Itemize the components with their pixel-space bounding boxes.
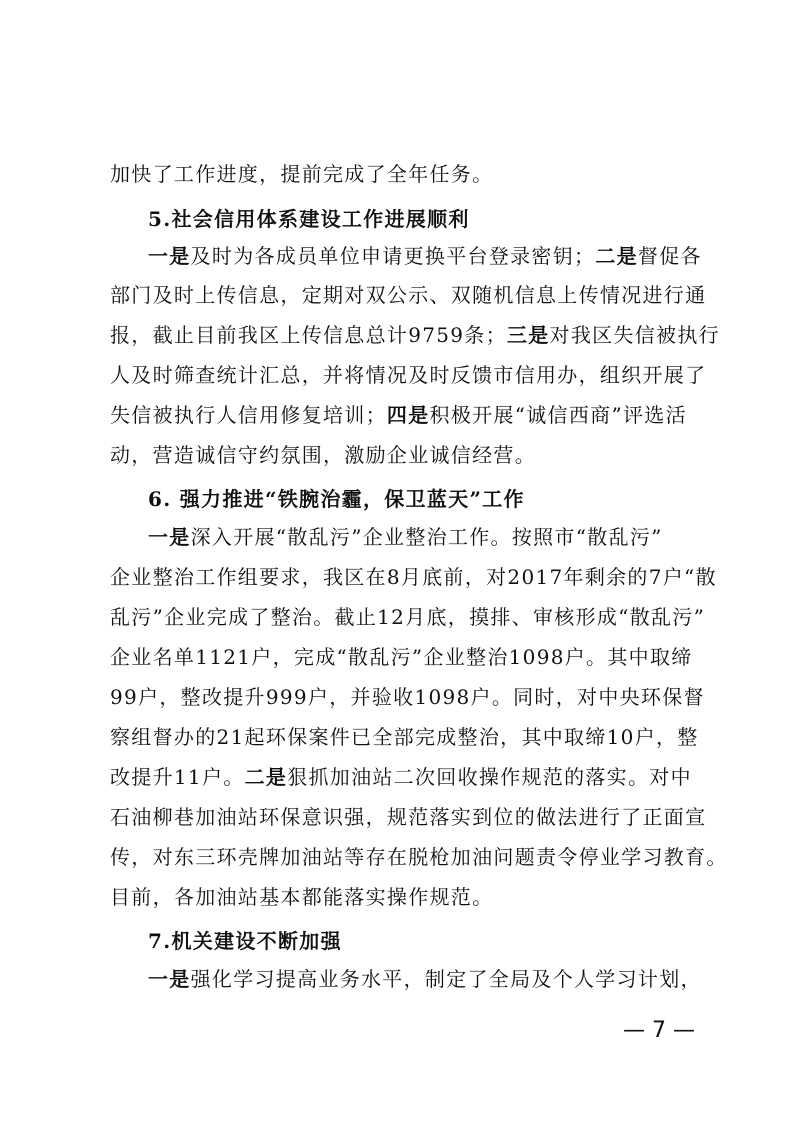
paragraph-line bbox=[110, 396, 696, 434]
lead-label: 一是 bbox=[148, 525, 191, 549]
text-run: 传，对东三环壳牌加油站等存在脱枪加油问题责令停业学习教育。 bbox=[110, 845, 728, 869]
heading-text: 7.机关建设不断加强 bbox=[148, 929, 342, 953]
section-heading bbox=[148, 922, 696, 960]
section-heading bbox=[148, 200, 696, 238]
lead-label: 三是 bbox=[506, 323, 550, 347]
paragraph-line bbox=[110, 798, 707, 836]
paragraph-line bbox=[110, 878, 696, 916]
paragraph-line bbox=[110, 316, 720, 354]
heading-text: 5.社会信用体系建设工作进展顺利 bbox=[148, 207, 470, 231]
paragraph-line bbox=[148, 960, 702, 998]
paragraph-line bbox=[110, 436, 696, 474]
paragraph-line bbox=[110, 758, 696, 796]
section-heading bbox=[148, 480, 696, 518]
text-run: 加快了工作进度，提前完成了全年任务。 bbox=[110, 162, 494, 186]
text-run: 及时为各成员单位申请更换平台登录密钥； bbox=[190, 244, 596, 268]
text-run: 对我区失信被执行 bbox=[549, 323, 720, 347]
lead-label: 四是 bbox=[386, 403, 430, 427]
text-run: 目前，各加油站基本都能落实操作规范。 bbox=[110, 885, 494, 909]
heading-text: 6. 强力推进“铁腕治霾，保卫蓝天”工作 bbox=[148, 487, 525, 511]
text-run: 狠抓加油站二次回收操作规范的落实。 bbox=[287, 765, 650, 789]
paragraph-line bbox=[110, 155, 696, 193]
page-number: — 7 — bbox=[623, 1018, 695, 1043]
text-run: 报，截止目前我区上传信息总计9759条； bbox=[110, 323, 507, 347]
paragraph-line bbox=[110, 356, 707, 394]
text-run: 部门及时上传信息，定期对双公示、双随机信息上传情况进行通 bbox=[110, 283, 707, 307]
text-run: 企业名单1121户，完成“散乱污”企业整治1098户。其中取缔 bbox=[110, 645, 693, 669]
text-run: 失信被执行人信用修复培训； bbox=[110, 403, 387, 427]
text-run: 人及时筛查统计汇总，并将情况及时反馈市信用办，组织开展了 bbox=[110, 363, 707, 387]
lead-label: 二是 bbox=[595, 244, 638, 268]
text-run: 积极开展“诚信西商”评选活 bbox=[429, 403, 687, 427]
text-run: 强化学习提高业务水平，制定了全局及个人学习计划， bbox=[190, 967, 702, 991]
paragraph-line bbox=[110, 718, 699, 756]
text-run: 石油柳巷加油站环保意识强，规范落实到位的做法进行了正面宣 bbox=[110, 805, 707, 829]
paragraph-line bbox=[110, 598, 706, 636]
text-run: 企业整治工作组要求，我区在8月底前，对2017年剩余的7户“散 bbox=[110, 565, 717, 589]
text-run: 督促各 bbox=[637, 244, 702, 268]
paragraph-line bbox=[148, 518, 696, 556]
paragraph-line bbox=[148, 237, 702, 275]
text-run: 按照市“散乱污” bbox=[511, 525, 663, 549]
text-run: 改提升11户。 bbox=[110, 765, 245, 789]
lead-label: 一是 bbox=[148, 244, 191, 268]
text-run: 对中 bbox=[649, 765, 692, 789]
paragraph-line bbox=[110, 638, 696, 676]
paragraph-line bbox=[110, 558, 717, 596]
paragraph-line bbox=[110, 678, 705, 716]
lead-label: 二是 bbox=[244, 765, 288, 789]
text-run: 察组督办的21起环保案件已全部完成整治，其中取缔10户，整 bbox=[110, 725, 699, 749]
lead-label: 一是 bbox=[148, 967, 191, 991]
text-run: 99户，整改提升999户，并验收1098户。同时，对中央环保督 bbox=[110, 685, 705, 709]
text-run: 深入开展“散乱污”企业整治工作。 bbox=[190, 525, 512, 549]
paragraph-line bbox=[110, 276, 707, 314]
text-run: 动，营造诚信守约氛围，激励企业诚信经营。 bbox=[110, 443, 536, 467]
paragraph-line bbox=[110, 838, 728, 876]
text-run: 乱污”企业完成了整治。截止12月底，摸排、审核形成“散乱污” bbox=[110, 605, 706, 629]
